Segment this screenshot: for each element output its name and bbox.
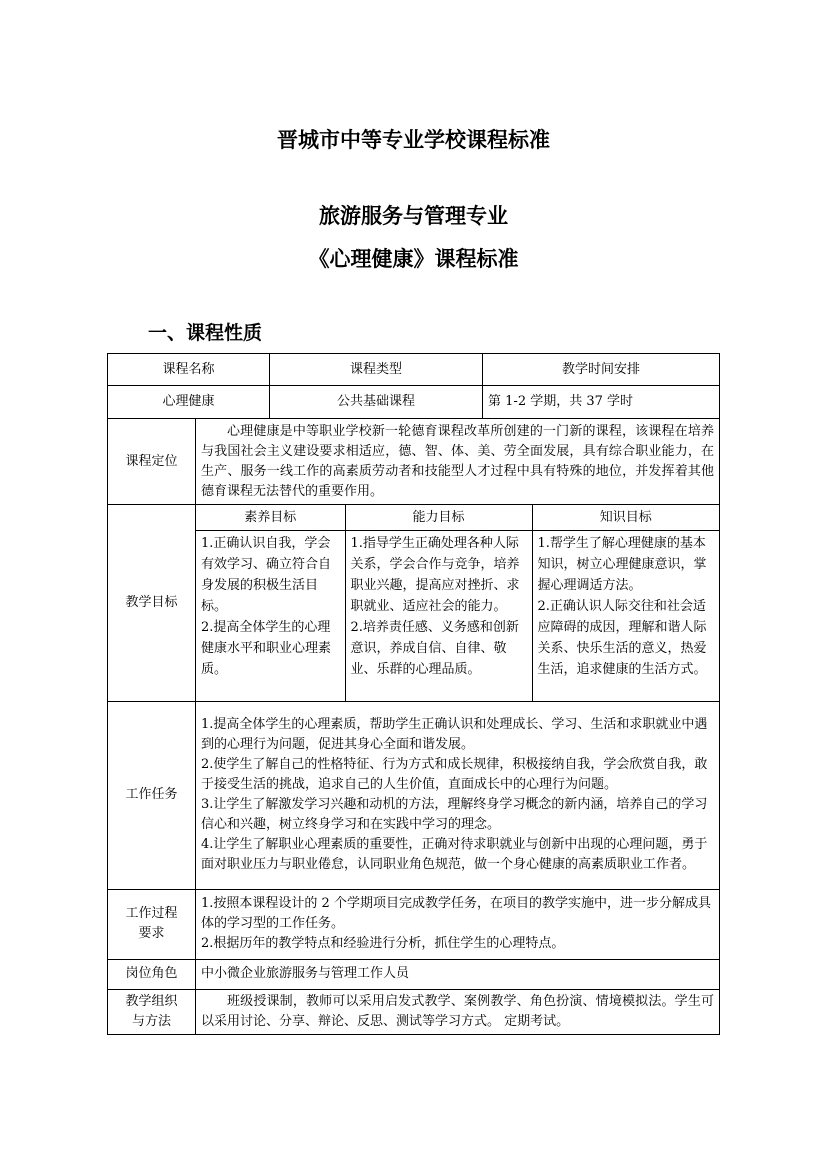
quality-goal-1: 1.正确认识自我，学会有效学习、确立符合自身发展的积极生活目标。 (201, 536, 332, 614)
goals-table (196, 505, 719, 701)
task-item-3: 3.让学生了解激发学习兴趣和动机的方法，理解终身学习概念的新内涵，培养自己的学习信心和兴趣，树立终身学习和在实践中学习的理念。 (201, 797, 708, 832)
tasks-row (108, 701, 720, 889)
positioning-row (108, 419, 720, 505)
major-title: 旅游服务与管理专业 (319, 203, 508, 228)
method-label (108, 989, 196, 1034)
process-item-2: 2.根据历年的教学特点和经验进行分析，抓住学生的心理特点。 (201, 936, 565, 951)
task-item-4: 4.让学生了解职业心理素质的重要性，正确对待求职就业与创新中出现的心理问题，勇于面对职业压力与职业倦怠，认同职业角色规范，做一个身心健康的高素质职业工作者。 (201, 837, 708, 872)
header-course-type: 课程类型 (270, 354, 483, 386)
role-label: 岗位角色 (108, 959, 196, 989)
goals-label: 教学目标 (108, 505, 196, 702)
course-type-value: 公共基础课程 (270, 386, 483, 419)
header-course-name: 课程名称 (108, 354, 270, 386)
process-item-1: 1.按照本课程设计的 2 个学期项目完成教学任务，在项目的教学实施中，进一步分解成具体的学习型的工作任务。 (201, 896, 711, 931)
goals-header-quality: 素养目标 (196, 505, 345, 531)
process-row (108, 889, 720, 959)
process-label (108, 889, 196, 959)
tasks-label: 工作任务 (108, 701, 196, 889)
process-label-line2: 要求 (138, 926, 165, 941)
process-content (196, 889, 720, 959)
task-item-2: 2.使学生了解自己的性格特征、行为方式和成长规律，积极接纳自我，学会欣赏自我，敢于接受生活的挑战，追求自己的人生价值，直面成长中的心理行为问题。 (201, 757, 708, 792)
value-row (108, 386, 720, 419)
course-title: 《心理健康》课程标准 (308, 246, 519, 271)
knowledge-goals (532, 531, 719, 701)
quality-goals (196, 531, 345, 701)
course-standard-table (107, 353, 720, 1035)
method-label-line1: 教学组织 (125, 993, 178, 1009)
course-name-value: 心理健康 (108, 386, 270, 419)
goals-row (108, 505, 720, 702)
role-row (108, 959, 720, 989)
method-row (108, 989, 720, 1034)
schedule-value: 第 1-2 学期，共 37 学时 (483, 386, 720, 419)
goals-header-ability: 能力目标 (345, 505, 532, 531)
method-label-line2: 与方法 (131, 1013, 171, 1029)
ability-goal-2: 2.培养责任感、义务感和创新意识，养成自信、自律、敬业、乐群的心理品质。 (350, 620, 519, 677)
section-heading: 一、课程性质 (148, 322, 263, 344)
positioning-text: 心理健康是中等职业学校新一轮德育课程改革所创建的一门新的课程，该课程在培养与我国社会主义建设要求相适应，德、智、体、美、劳全面发展，具有综合职业能力，在生产、服务一线工作的高素质劳动者和技能型人才过程中具有特殊的地位，并发挥着其他德育课程无法替代的重要作用。 (196, 419, 720, 505)
header-schedule: 教学时间安排 (483, 354, 720, 386)
ability-goal-1: 1.指导学生正确处理各种人际关系，学会合作与竞争，培养职业兴趣，提高应对挫折、求职就业、适应社会的能力。 (350, 536, 520, 614)
quality-goal-2: 2.提高全体学生的心理健康水平和职业心理素质。 (201, 620, 332, 677)
role-text: 中小微企业旅游服务与管理工作人员 (196, 959, 720, 989)
ability-goals (345, 531, 532, 701)
method-text: 班级授课制，教师可以采用启发式教学、案例教学、角色扮演、情境模拟法。学生可以采用讨论、分享、辩论、反思、测试等学习方式。 定期考试。 (196, 989, 720, 1034)
positioning-label: 课程定位 (108, 419, 196, 505)
goals-header-knowledge: 知识目标 (532, 505, 719, 531)
task-item-1: 1.提高全体学生的心理素质，帮助学生正确认识和处理成长、学习、生活和求职就业中遇到的心理行为问题，促进其身心全面和谐发展。 (201, 717, 708, 752)
knowledge-goal-2: 2.正确认识人际交往和社会适应障碍的成因，理解和谐人际关系、快乐生活的意义，热爱生活，追求健康的生活方式。 (537, 599, 707, 677)
knowledge-goal-1: 1.帮学生了解心理健康的基本知识，树立心理健康意识，掌握心理调适方法。 (537, 536, 707, 593)
school-title: 晋城市中等专业学校课程标准 (277, 127, 550, 152)
tasks-content (196, 701, 720, 889)
header-row (108, 354, 720, 386)
process-label-line1: 工作过程 (125, 906, 178, 921)
